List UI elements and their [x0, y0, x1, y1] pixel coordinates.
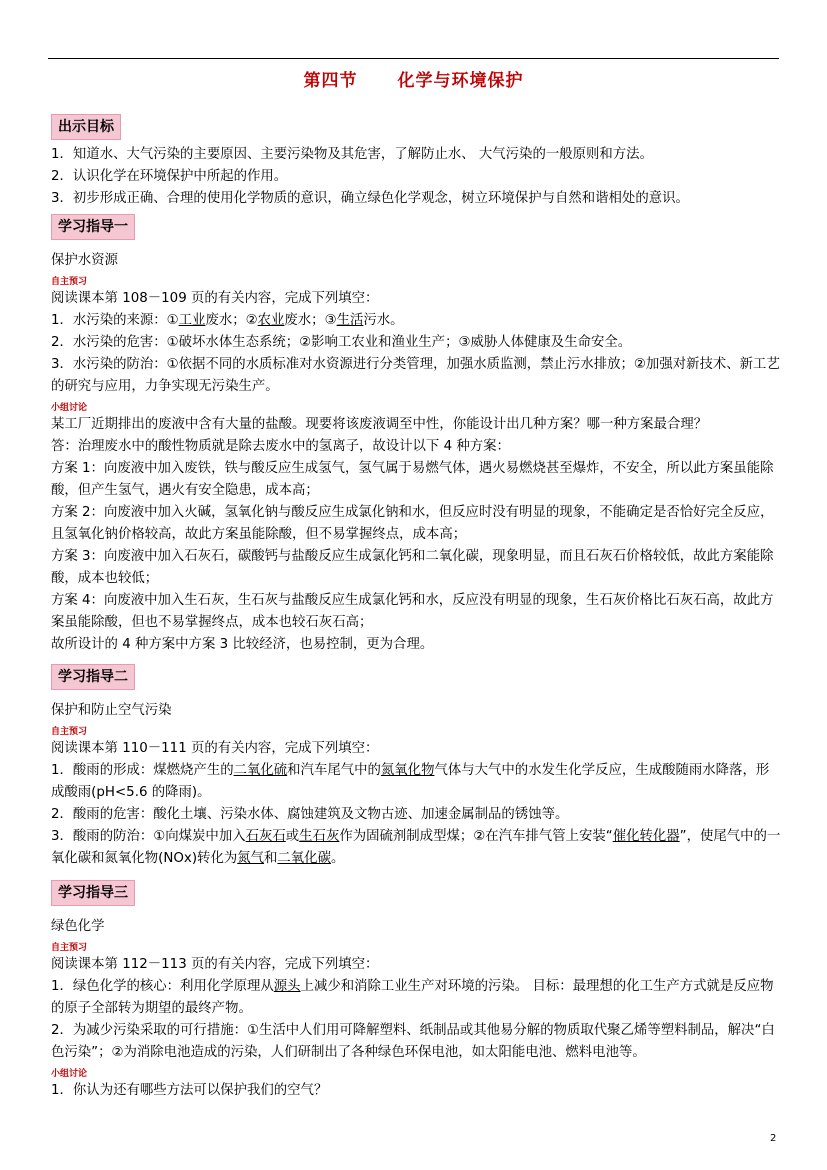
- group-discussion-tag: 小组讨论: [51, 403, 88, 413]
- answer-blank: 催化转化器: [612, 829, 680, 844]
- question-1: [51, 760, 781, 804]
- answer-blank: 氮氧化物: [380, 763, 435, 778]
- guide1-subtitle: 保护水资源: [51, 253, 118, 268]
- answer-blank: 生活: [336, 313, 364, 328]
- discussion-paragraph: 方案 4：向废液中加入生石灰，生石灰与盐酸反应生成氯化钙和水，反应没有明显的现象，生石灰价格比石灰石高，故此方案虽能除酸，但也不易掌握终点，成本也较石灰石高；: [51, 593, 774, 630]
- self-study-tag: 自主预习: [51, 277, 88, 287]
- header-rule: [48, 58, 779, 59]
- question-text: 1．酸雨的形成：煤燃烧产生的: [51, 763, 234, 778]
- question-2: 2．为减少污染采取的可行措施：①生活中人们用可降解塑料、纸制品或其他易分解的物质取代聚乙烯等塑料制品，解决“白色污染”；②为消除电池造成的污染，人们研制出了各种绿色环保电池，如太阳能电池、燃料电池等。: [51, 1023, 775, 1060]
- answer-blank: 石灰石: [245, 829, 286, 844]
- question-text: 3．酸雨的防治：①向煤炭中加入: [51, 829, 246, 844]
- discussion-paragraph: 方案 1：向废液中加入废铁，铁与酸反应生成氢气，氢气属于易燃气体，遇火易燃烧甚至爆炸，不安全，所以此方案虽能除酸，但产生氢气，遇火有安全隐患，成本高；: [51, 461, 774, 498]
- answer-blank: 工业: [178, 313, 206, 328]
- group-discussion-tag: 小组讨论: [51, 1069, 88, 1079]
- question-text: 和: [264, 851, 278, 866]
- question-text: ”，使尾气中的一氧化碳和氮氧化物(NOx)转化为: [51, 829, 781, 866]
- objective-item: 1．知道水、大气污染的主要原因、主要污染物及其危害，了解防止水、 大气污染的一般原则和方法。: [51, 147, 653, 162]
- discussion-paragraph: 故所设计的 4 种方案中方案 3 比较经济，也易控制，更为合理。: [51, 637, 434, 652]
- question-text: 1．水污染的来源：①: [51, 313, 179, 328]
- question-3: 3．水污染的防治：①依据不同的水质标准对水资源进行分类管理，加强水质监测，禁止污水排放；②加强对新技术、新工艺的研究与应用，力争实现无污染生产。: [51, 357, 780, 394]
- question-text: 作为固硫剂制成型煤；②在汽车排气管上安装“: [339, 829, 613, 844]
- objective-item: 2．认识化学在环境保护中所起的作用。: [51, 169, 288, 184]
- page-title: [0, 66, 827, 91]
- group-question: 1．你认为还有哪些方法可以保护我们的空气？: [51, 1083, 328, 1098]
- answer-blank: 二氧化碳: [277, 851, 331, 866]
- objectives-section: [51, 112, 781, 210]
- answer-blank: 农业: [257, 313, 285, 328]
- self-study-tag: 自主预习: [51, 727, 88, 737]
- question-1: [51, 976, 781, 1020]
- question-1: [51, 310, 781, 332]
- guide2-subtitle: 保护和防止空气污染: [51, 703, 172, 718]
- reading-instruction: 阅读课本第 112－113 页的有关内容，完成下列填空：: [51, 957, 379, 972]
- question-text: 污水。: [363, 313, 404, 328]
- answer-blank: 氮气: [237, 851, 265, 866]
- guide1-badge: 学习指导一: [51, 214, 135, 240]
- reading-instruction: 阅读课本第 108－109 页的有关内容，完成下列填空：: [51, 291, 379, 306]
- objectives-badge: 出示目标: [51, 114, 121, 140]
- guide3-section: [51, 878, 781, 1102]
- guide2-badge: 学习指导二: [51, 664, 135, 690]
- answer-blank: 源头: [273, 979, 301, 994]
- question-text: 或: [285, 829, 300, 844]
- guide2-section: [51, 662, 781, 870]
- question-text: 。: [330, 851, 345, 866]
- self-study-tag: 自主预习: [51, 943, 88, 953]
- discussion-paragraph: 某工厂近期排出的废液中含有大量的盐酸。现要将该废液调至中性，你能设计出几种方案？哪一种方案最合理？: [51, 417, 708, 432]
- discussion-paragraph: 答：治理废水中的酸性物质就是除去废水中的氢离子，故设计以下 4 种方案：: [51, 439, 510, 454]
- section-number: 第四节: [303, 71, 358, 91]
- objective-item: 3．初步形成正确、合理的使用化学物质的意识，确立绿色化学观念，树立环境保护与自然和谐相处的意识。: [51, 191, 689, 206]
- document-body: [51, 112, 781, 1102]
- answer-blank: 生石灰: [299, 829, 340, 844]
- section-name: 化学与环境保护: [397, 71, 524, 91]
- guide1-section: [51, 212, 781, 656]
- question-2: 2．酸雨的危害：酸化土壤、污染水体、腐蚀建筑及文物古迹、加速金属制品的锈蚀等。: [51, 807, 569, 822]
- question-text: 气体与大气中的水发生化学反应，生成酸随雨水降落，形成酸雨(pH<5.6 的降雨)。: [51, 763, 770, 800]
- discussion-paragraph: 方案 2：向废液中加入火碱，氢氧化钠与酸反应生成氯化钠和水，但反应时没有明显的现象，不能确定是否恰好完全反应，且氢氧化钠价格较高，故此方案虽能除酸，但不易掌握终点，成本高；: [51, 505, 774, 542]
- question-text: 1．绿色化学的核心：利用化学原理从: [51, 979, 274, 994]
- answer-blank: 二氧化硫: [233, 763, 288, 778]
- question-3: [51, 826, 781, 870]
- discussion-paragraph: 方案 3：向废液中加入石灰石，碳酸钙与盐酸反应生成氯化钙和二氧化碳，现象明显，而且石灰石价格较低，故此方案能除酸，成本也较低；: [51, 549, 774, 586]
- question-2: 2．水污染的危害：①破坏水体生态系统；②影响工农业和渔业生产；③威胁人体健康及生命安全。: [51, 335, 632, 350]
- question-text: 上减少和消除工业生产对环境的污染。 目标：最理想的化工生产方式就是反应物的原子全部转为期望的最终产物。: [51, 979, 774, 1016]
- question-text: 废水；②: [205, 313, 258, 328]
- page-number: 2: [770, 1133, 777, 1144]
- question-text: 废水；③: [284, 313, 337, 328]
- reading-instruction: 阅读课本第 110－111 页的有关内容，完成下列填空：: [51, 741, 379, 756]
- guide3-subtitle: 绿色化学: [51, 919, 105, 934]
- question-text: 和汽车尾气中的: [287, 763, 381, 778]
- guide3-badge: 学习指导三: [51, 880, 135, 906]
